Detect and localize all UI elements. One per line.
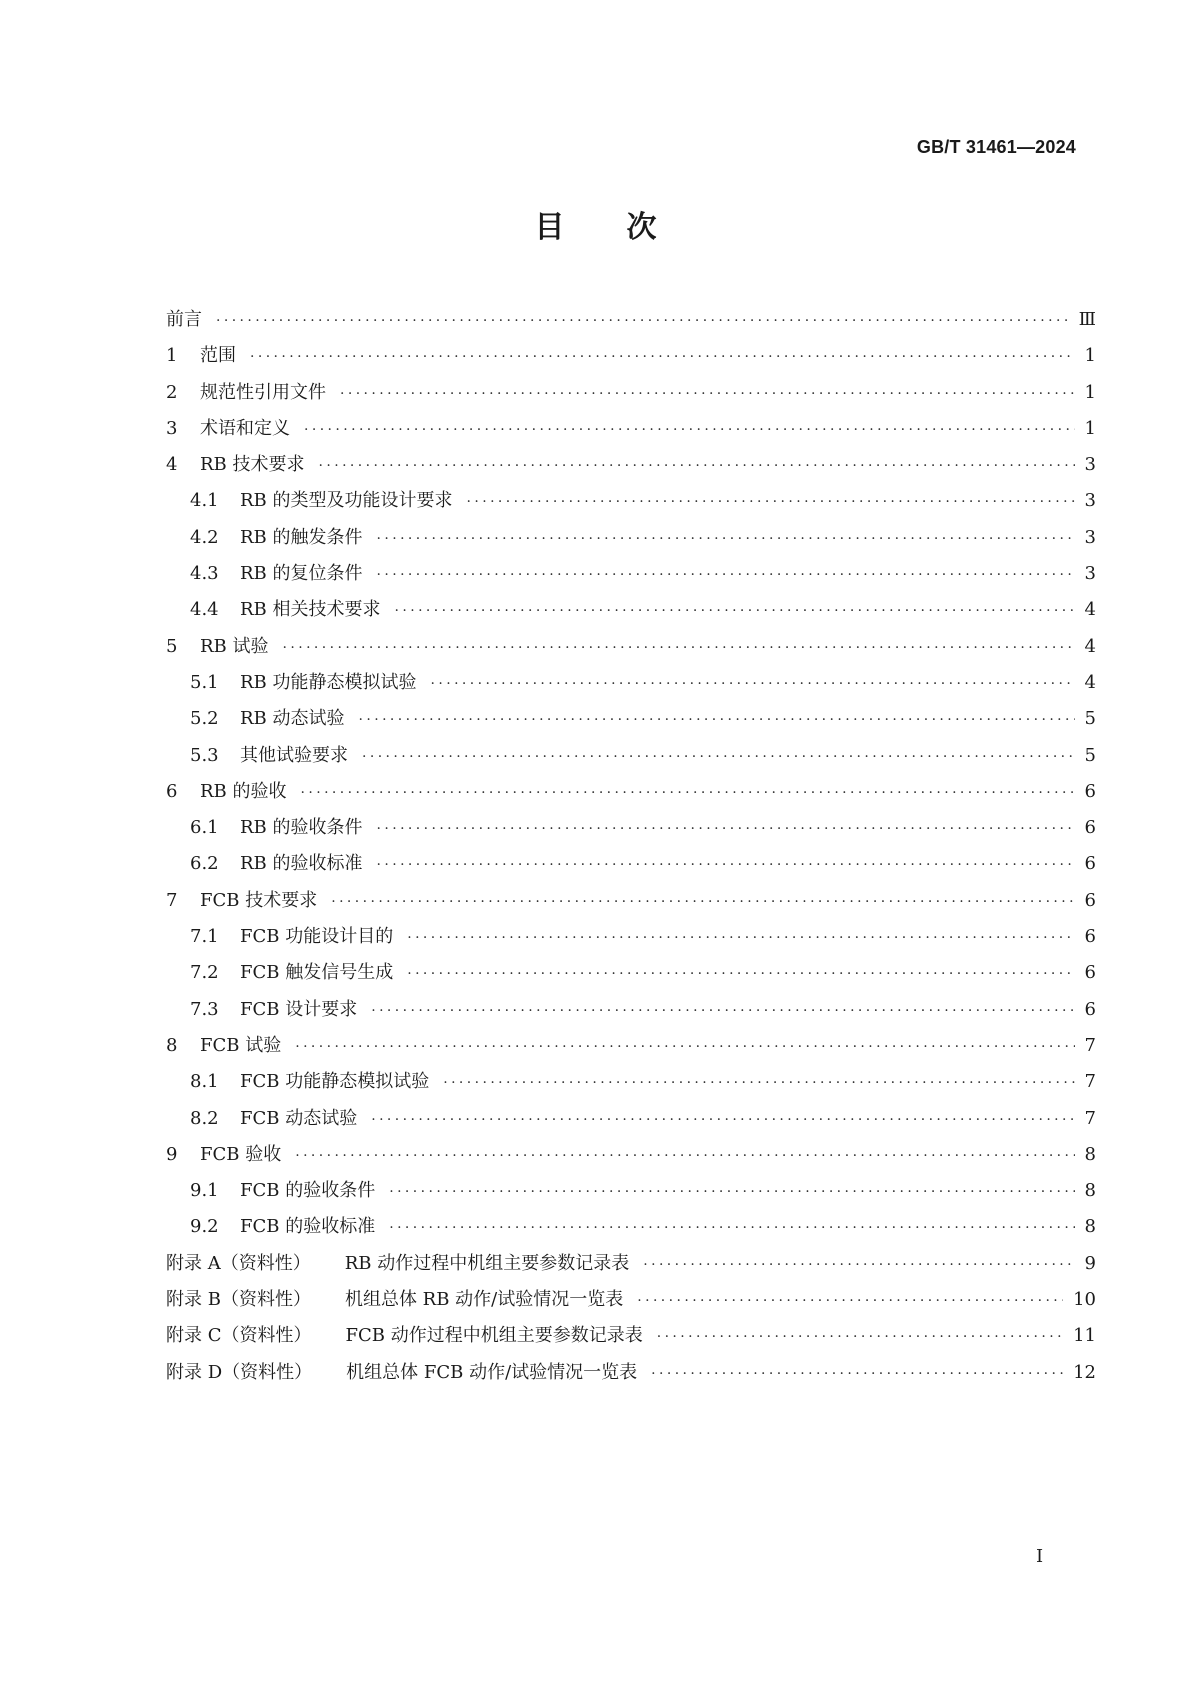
toc-entry-13[interactable]	[166, 738, 1096, 774]
toc-entry-title: RB 相关技术要求	[240, 599, 381, 621]
toc-title: 目次	[534, 210, 719, 245]
toc-entry-appendix-tag: （资料性）	[222, 1361, 313, 1383]
toc-entry-11[interactable]	[166, 665, 1096, 701]
toc-entry-12[interactable]	[166, 701, 1096, 737]
toc-entry-title: 术语和定义	[200, 417, 290, 439]
toc-leader-dots	[283, 630, 1075, 666]
toc-entry-7[interactable]	[166, 520, 1096, 556]
toc-entry-19[interactable]	[166, 955, 1096, 991]
toc-entry-page: 5	[1084, 744, 1096, 766]
toc-entry-page: 3	[1084, 454, 1096, 476]
toc-entry-title: FCB 的验收标准	[240, 1216, 376, 1238]
toc-entry-3[interactable]	[166, 375, 1096, 411]
toc-leader-dots	[331, 884, 1074, 920]
toc-entry-title: FCB 动作过程中机组主要参数记录表	[345, 1325, 643, 1347]
toc-entry-title: 机组总体 FCB 动作/试验情况一览表	[346, 1361, 638, 1383]
toc-entry-10[interactable]	[166, 629, 1096, 665]
toc-entry-6[interactable]	[166, 483, 1096, 519]
toc-entry-9[interactable]	[166, 592, 1096, 628]
toc-entry-number: 5.3	[190, 744, 219, 766]
toc-entry-title: RB 功能静态模拟试验	[240, 671, 417, 693]
toc-entry-number: 4.1	[190, 490, 219, 512]
toc-leader-dots	[295, 1138, 1074, 1174]
toc-entry-number: 9.1	[190, 1180, 219, 1202]
toc-entry-page: 6	[1084, 817, 1096, 839]
toc-entry-page: 6	[1084, 780, 1096, 802]
toc-leader-dots	[377, 847, 1075, 883]
toc-entry-title: FCB 触发信号生成	[240, 962, 394, 984]
toc-entry-title: RB 技术要求	[200, 454, 305, 476]
toc-entry-30[interactable]	[166, 1355, 1096, 1391]
toc-entry-22[interactable]	[166, 1064, 1096, 1100]
toc-entry-title: FCB 的验收条件	[240, 1180, 376, 1202]
toc-leader-dots	[431, 666, 1075, 702]
toc-entry-24[interactable]	[166, 1137, 1096, 1173]
toc-entry-number: 9	[166, 1143, 178, 1165]
toc-leader-dots	[319, 448, 1075, 484]
toc-leader-dots	[362, 739, 1075, 775]
toc-leader-dots	[407, 956, 1074, 992]
toc-leader-dots	[377, 557, 1075, 593]
toc-entry-title: 其他试验要求	[240, 744, 348, 766]
toc-leader-dots	[467, 484, 1075, 520]
toc-entry-number: 6.1	[190, 817, 219, 839]
toc-leader-dots	[295, 1029, 1074, 1065]
toc-entry-number: 5.2	[190, 708, 219, 730]
toc-leader-dots	[407, 920, 1074, 956]
toc-entry-page: 1	[1084, 345, 1096, 367]
toc-entry-20[interactable]	[166, 992, 1096, 1028]
table-of-contents	[166, 302, 1096, 1391]
toc-entry-title: RB 的验收	[200, 780, 287, 802]
toc-entry-title: RB 的复位条件	[240, 563, 363, 585]
toc-entry-title: RB 动态试验	[240, 708, 345, 730]
toc-entry-title: FCB 技术要求	[200, 889, 318, 911]
toc-entry-title: RB 的触发条件	[240, 526, 363, 548]
toc-entry-number: 7.2	[190, 962, 219, 984]
toc-entry-number: 附录 B	[166, 1289, 221, 1311]
toc-entry-page: 7	[1084, 1034, 1096, 1056]
toc-entry-page: 1	[1084, 381, 1096, 403]
toc-entry-number: 附录 C	[166, 1325, 222, 1347]
toc-entry-page: 3	[1084, 526, 1096, 548]
toc-entry-number: 5	[166, 635, 178, 657]
toc-entry-page: 6	[1084, 853, 1096, 875]
toc-entry-number: 7.1	[190, 926, 219, 948]
toc-entry-title: 规范性引用文件	[200, 381, 326, 403]
toc-entry-23[interactable]	[166, 1101, 1096, 1137]
toc-entry-number: 6	[166, 780, 178, 802]
toc-entry-26[interactable]	[166, 1209, 1096, 1245]
toc-leader-dots	[304, 412, 1075, 448]
toc-entry-title: RB 试验	[200, 635, 269, 657]
toc-entry-title: FCB 功能设计目的	[240, 926, 394, 948]
toc-entry-title: FCB 试验	[200, 1034, 282, 1056]
toc-entry-title: FCB 功能静态模拟试验	[240, 1071, 430, 1093]
toc-entry-number: 7	[166, 889, 178, 911]
toc-entry-title: FCB 验收	[200, 1143, 282, 1165]
page-number: I	[1036, 1546, 1044, 1567]
toc-entry-page: Ⅲ	[1078, 309, 1096, 330]
toc-leader-dots	[216, 303, 1069, 339]
toc-entry-page: 12	[1073, 1361, 1096, 1383]
toc-entry-title: FCB 动态试验	[240, 1107, 358, 1129]
toc-entry-title: 范围	[200, 345, 236, 367]
toc-entry-16[interactable]	[166, 846, 1096, 882]
toc-entry-number: 4	[166, 454, 178, 476]
toc-entry-page: 10	[1073, 1289, 1096, 1311]
toc-entry-title: 前言	[166, 309, 202, 330]
toc-entry-page: 4	[1084, 599, 1096, 621]
toc-leader-dots	[643, 1247, 1074, 1283]
toc-entry-number: 8	[166, 1034, 178, 1056]
toc-leader-dots	[395, 593, 1075, 629]
toc-entry-number: 5.1	[190, 671, 219, 693]
toc-leader-dots	[657, 1319, 1063, 1355]
toc-entry-number: 4.4	[190, 599, 219, 621]
toc-entry-21[interactable]	[166, 1028, 1096, 1064]
toc-entry-page: 6	[1084, 962, 1096, 984]
toc-entry-number: 1	[166, 345, 178, 367]
toc-entry-page: 6	[1084, 998, 1096, 1020]
toc-entry-page: 4	[1084, 635, 1096, 657]
toc-leader-dots	[443, 1065, 1074, 1101]
toc-entry-page: 11	[1073, 1325, 1096, 1347]
toc-leader-dots	[340, 376, 1075, 412]
toc-entry-title: RB 动作过程中机组主要参数记录表	[344, 1252, 630, 1274]
toc-entry-17[interactable]	[166, 883, 1096, 919]
toc-leader-dots	[250, 339, 1075, 375]
toc-entry-title: 机组总体 RB 动作/试验情况一览表	[344, 1289, 624, 1311]
toc-entry-28[interactable]	[166, 1282, 1096, 1318]
toc-entry-number: 2	[166, 381, 178, 403]
standard-code: GB/T 31461—2024	[916, 137, 1076, 157]
toc-entry-title: RB 的验收标准	[240, 853, 363, 875]
toc-entry-appendix-tag: （资料性）	[221, 1325, 312, 1347]
toc-entry-27[interactable]	[166, 1246, 1096, 1282]
toc-leader-dots	[371, 1102, 1074, 1138]
toc-entry-number: 4.3	[190, 563, 219, 585]
toc-leader-dots	[301, 775, 1075, 811]
toc-entry-page: 6	[1084, 926, 1096, 948]
toc-entry-number: 6.2	[190, 853, 219, 875]
toc-entry-page: 8	[1084, 1216, 1096, 1238]
toc-entry-appendix-tag: （资料性）	[220, 1252, 311, 1274]
toc-entry-page: 9	[1084, 1252, 1096, 1274]
toc-entry-2[interactable]	[166, 338, 1096, 374]
toc-leader-dots	[377, 811, 1075, 847]
toc-entry-number: 9.2	[190, 1216, 219, 1238]
toc-entry-title: RB 的类型及功能设计要求	[240, 490, 453, 512]
toc-leader-dots	[377, 521, 1075, 557]
toc-entry-number: 附录 D	[166, 1361, 223, 1383]
toc-entry-page: 3	[1084, 490, 1096, 512]
toc-entry-title: FCB 设计要求	[240, 998, 358, 1020]
toc-entry-1[interactable]	[166, 302, 1096, 338]
toc-entry-number: 4.2	[190, 526, 219, 548]
toc-entry-page: 7	[1084, 1071, 1096, 1093]
toc-entry-number: 附录 A	[166, 1252, 221, 1274]
toc-leader-dots	[359, 702, 1075, 738]
toc-entry-8[interactable]	[166, 556, 1096, 592]
toc-entry-5[interactable]	[166, 447, 1096, 483]
toc-entry-18[interactable]	[166, 919, 1096, 955]
toc-entry-29[interactable]	[166, 1318, 1096, 1354]
toc-entry-4[interactable]	[166, 411, 1096, 447]
toc-entry-number: 8.2	[190, 1107, 219, 1129]
toc-leader-dots	[637, 1283, 1063, 1319]
toc-entry-appendix-tag: （资料性）	[220, 1289, 311, 1311]
toc-entry-page: 4	[1084, 671, 1096, 693]
toc-entry-page: 8	[1084, 1180, 1096, 1202]
toc-entry-25[interactable]	[166, 1173, 1096, 1209]
toc-entry-page: 5	[1084, 708, 1096, 730]
toc-leader-dots	[371, 993, 1074, 1029]
toc-entry-page: 7	[1084, 1107, 1096, 1129]
toc-leader-dots	[389, 1210, 1074, 1246]
toc-entry-14[interactable]	[166, 774, 1096, 810]
toc-entry-number: 8.1	[190, 1071, 219, 1093]
toc-entry-number: 3	[166, 417, 178, 439]
toc-entry-page: 3	[1084, 563, 1096, 585]
toc-leader-dots	[651, 1356, 1063, 1392]
toc-entry-page: 1	[1084, 417, 1096, 439]
toc-entry-page: 6	[1084, 889, 1096, 911]
toc-entry-number: 7.3	[190, 998, 219, 1020]
toc-entry-title: RB 的验收条件	[240, 817, 363, 839]
toc-leader-dots	[389, 1174, 1074, 1210]
toc-entry-15[interactable]	[166, 810, 1096, 846]
toc-entry-page: 8	[1084, 1143, 1096, 1165]
